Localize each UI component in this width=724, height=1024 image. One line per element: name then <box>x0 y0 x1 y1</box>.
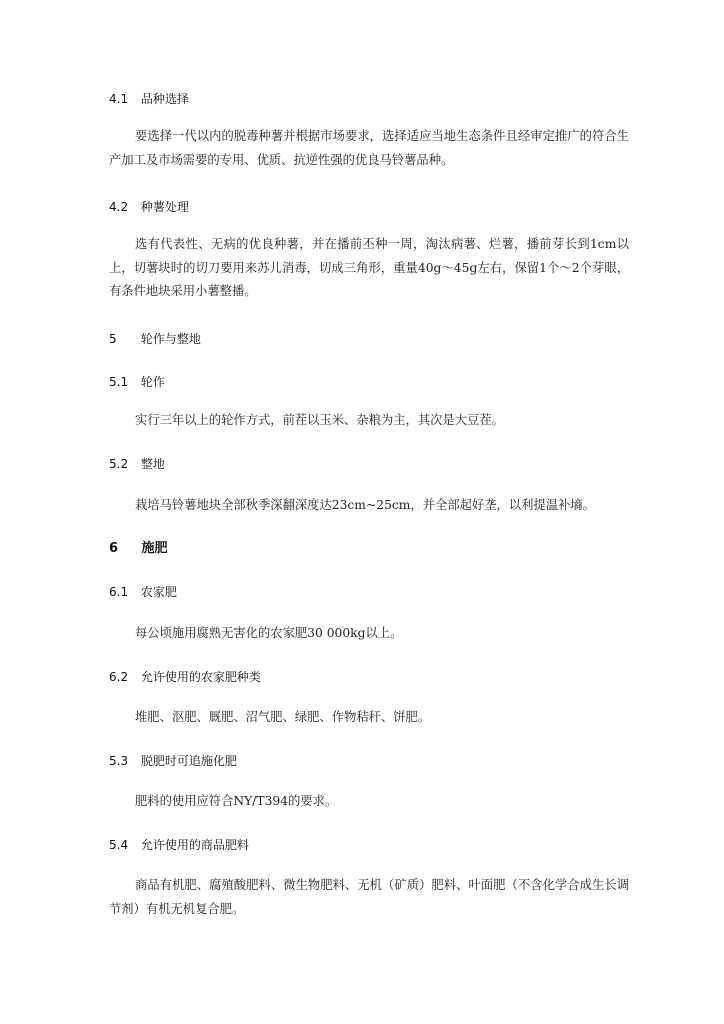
section-title: 施肥 <box>141 541 168 556</box>
section-heading-4-1 <box>109 91 189 107</box>
paragraph-rotation: 实行三年以上的轮作方式，前茬以玉米、杂粮为主，其次是大豆茬。 <box>135 413 504 427</box>
paragraph-farmyard-manure: 每公顷施用腐熟无害化的农家肥30 000kg以上。 <box>135 626 403 640</box>
paragraph-seed-treatment: 选有代表性、无病的优良种薯，并在播前丕种一周，淘汰病薯、烂薯，播前芽长到1cm以上，切薯块时的切刀要用来苏儿消毒，切成三角形，重量40g～45g左右，保留1个～2个芽眼，有条件地块采用小薯整播。 <box>109 237 629 298</box>
paragraph-land-preparation: 栽培马铃薯地块全部秋季深翻深度达23cm~25cm，并全部起好垄，以利提温补墒。 <box>135 498 595 512</box>
section-heading-5-4 <box>109 837 249 853</box>
section-number: 6.1 <box>109 585 129 599</box>
paragraph-commercial-fertilizers: 商品有机肥、腐殖酸肥料、微生物肥料、无机（矿质）肥料、叶面肥（不含化学合成生长调节剂）有机无机复合肥。 <box>109 878 629 916</box>
section-number: 5 <box>109 332 117 346</box>
section-number: 5.2 <box>109 457 129 471</box>
section-title: 轮作与整地 <box>140 332 201 346</box>
section-heading-6 <box>109 541 168 557</box>
section-heading-4-2 <box>109 199 189 215</box>
section-title: 允许使用的农家肥种类 <box>140 670 261 684</box>
paragraph-variety-selection: 要选择一代以内的脱毒种薯并根据市场要求，选择适应当地生态条件且经审定推广的符合生产加工及市场需要的专用、优质、抗逆性强的优良马铃薯品种。 <box>109 129 629 167</box>
section-title: 整地 <box>140 457 165 471</box>
section-title: 脱肥时可追施化肥 <box>140 754 237 768</box>
section-title: 允许使用的商品肥料 <box>140 838 249 852</box>
section-number: 4.1 <box>109 92 129 106</box>
paragraph-manure-types: 堆肥、沤肥、厩肥、沼气肥、绿肥、作物秸秆、饼肥。 <box>135 710 431 724</box>
section-title: 轮作 <box>140 375 165 389</box>
section-title: 品种选择 <box>140 92 189 106</box>
section-number: 6.2 <box>109 670 129 684</box>
section-heading-6-2 <box>109 669 261 685</box>
section-number: 4.2 <box>109 200 129 214</box>
section-number: 5.4 <box>109 838 129 852</box>
section-number: 6 <box>109 541 119 556</box>
section-number: 5.1 <box>109 375 129 389</box>
section-title: 农家肥 <box>140 585 177 599</box>
section-heading-5-3 <box>109 753 237 769</box>
section-heading-6-1 <box>109 584 177 600</box>
section-heading-5-2 <box>109 456 165 472</box>
section-heading-5-1 <box>109 374 165 390</box>
section-title: 种薯处理 <box>140 200 189 214</box>
paragraph-topdressing: 肥料的使用应符合NY/T394的要求。 <box>135 794 338 808</box>
section-number: 5.3 <box>109 754 129 768</box>
section-heading-5 <box>109 331 201 347</box>
